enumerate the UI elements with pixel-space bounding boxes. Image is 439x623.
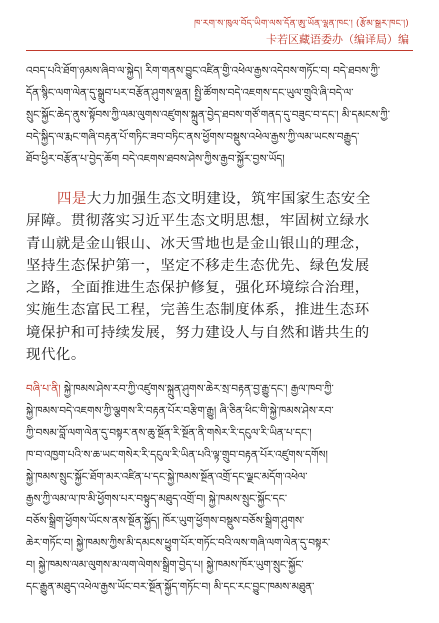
tibetan-line-text: སྐྱེ་ཁམས་ཤེས་རབ་ཀྱི་འཛུགས་སྐྲུན་ཤུགས་ཆེར་སྲ་བརྟན་བྱ་རྒྱུ་དང་། རྒྱལ་ཁབ་ཀྱི་ [60,383,334,395]
chinese-paragraph [26,188,413,366]
tibetan-line: སྐྱེ་ཁམས་བདེ་འཇགས་ཀྱི་ལྕགས་རི་བརྟན་པོར་བརྩིག་རྒྱུ། ཞི་ཅིན་ཕིང་གི་སྐྱེ་ཁམས་ཤེས་རབ་ [26,405,334,417]
tibetan-paragraph-lead: བཞི་པ་ནི། [26,383,61,395]
tibetan-line: ཆེར་གཏོང་བ། སྐྱེ་ཁམས་ཀྱིས་མི་དམངས་ཕྱུག་པོར་གཏོང་བའི་ལས་གཞི་ལག་ལེན་དུ་བསྟར་ [26,537,331,549]
tibetan-line: སྐྱེ་ཁམས་སྲུང་སྐྱོང་ཐོག་མར་འཛིན་པ་དང་སྐྱེ་ཁམས་སྔོན་འགྲོ་དང་ལྗང་མདོག་འཕེལ་ [26,471,308,483]
chinese-line: 屏障。贯彻落实习近平生态文明思想，牢固树立绿水 [26,213,370,230]
tibetan-line: ཁ་བ་འཁྱག་པའི་ས་ཆ་ཡང་གསེར་རི་དངུལ་རི་ཡིན་པའི་ལྟ་གྲུབ་བརྟན་པོར་འཛུགས་དགོས། [26,449,328,461]
header-chinese-title: 卡若区藏语委办（编译局）编 [266,33,409,46]
tibetan-line: ཀྱི་བསམ་བློ་ལག་ལེན་དུ་བསྟར་ནས་ཆུ་སྔོན་རི་སྔོན་ནི་གསེར་རི་དངུལ་རི་ཡིན་པ་དང་། [26,427,312,439]
chinese-line: 青山就是金山银山、冰天雪地也是金山银山的理念， [26,235,370,252]
chinese-line: 境保护和可持续发展，努力建设人与自然和谐共生的 [26,324,370,341]
tibetan-line: རྒྱས་ཀྱི་ལམ་ལ་ཁ་མི་ཕྱོགས་པར་བསྟུད་མཐུད་འགྲོ་བ། སྐྱེ་ཁམས་སྲུང་སྐྱོང་དང་ [26,493,288,505]
tibetan-line: སྲུང་སྐྱོང་ཆེད་ནུས་སྟོབས་ཀྱི་ལམ་ལུགས་འཛུགས་སྐྲུན་བྱེད་ཐབས་གཙོ་གནད་དུ་བཟུང་བ་དང་། མི་དམངས་ཀྱི་ [26,109,390,121]
tibetan-line: བ། སྐྱེ་ཁམས་ལམ་ལུགས་མ་ལག་ལེགས་སྒྲིག་བྱེད་པ། སྐྱེ་ཁམས་ཁོར་ཡུག་སྲུང་སྐྱོང་ [26,559,304,571]
tibetan-line: བཅོས་སྒྲིག་ཕྱོགས་ཡོངས་ནས་སྔོན་སྐྱོད། ཁོར་ཡུག་ཕྱོགས་བསྡུས་བཅོས་སྒྲིག་ཤུགས་ [26,515,305,527]
chinese-line: 现代化。 [26,347,86,364]
chinese-line: 之路，全面推进生态保护修复，强化环境综合治理， [26,280,370,297]
tibetan-line: འབད་པའི་ཐོག་ཉམས་ཞིབ་ལ་སྐྱེད། རིག་གནས་བྱུང་འཛིན་གྱི་འཕེལ་རྒྱས་འདེབས་གཏོང་བ། བདེ་ཐབས་ཀྱི་ [26,65,381,77]
tibetan-paragraph-top [26,60,413,190]
chinese-paragraph-lead: 四是 [57,191,87,207]
header-divider [26,50,413,51]
tibetan-line: བདེ་སྐྱིད་ལ་རྨང་གཞི་བརྟན་པོ་གཏིང་ཟབ་བཏིང་ནས་ཕྱོགས་བསྡུས་འཕེལ་རྒྱས་ཀྱི་ལམ་ཡངས་བརྒྱུད་ [26,131,360,143]
chinese-line [26,188,413,210]
tibetan-line: དོན་སྙིང་ལག་ལེན་དུ་སྒྲུབ་པར་བརྩོན་ཤུགས་ལྡན། སྤྱི་ཚོགས་བདེ་འཇགས་དང་ཡུལ་གྲུའི་ཞི་བདེ་ལ་ [26,87,354,99]
chinese-line: 实施生态富民工程，完善生态制度体系，推进生态环 [26,302,370,319]
tibetan-paragraph-bottom [26,378,413,618]
tibetan-line: ཐོབ་ཕྱིར་བརྩོན་པ་བྱེད་ཆོག བདེ་འཇགས་ཐབས་ཤེས་ཀྱིས་རྒྱབ་སྐྱོར་བྱས་ཡོད། [26,153,285,165]
tibetan-line: དང་རྒྱུན་མཐུད་འཕེལ་རྒྱས་ཡོང་བར་སྔོན་སྐྱོད་གཏོང་བ། མི་དང་རང་བྱུང་ཁམས་མཐུན་ [26,581,315,593]
document-header [169,14,409,47]
chinese-line-text: 大力加强生态文明建设，筑牢国家生态安全 [86,191,371,207]
tibetan-line [26,378,413,400]
header-tibetan-title: ཁ་རག་ས་ཁུལ་བོད་ཡིག་ལས་དོན་ཨུ་ཡོན་ལྷན་ཁང་། (རྩོམ་སྒྱུར་ཁང་།) [194,19,409,28]
chinese-line: 坚持生态保护第一，坚定不移走生态优先、绿色发展 [26,257,370,274]
